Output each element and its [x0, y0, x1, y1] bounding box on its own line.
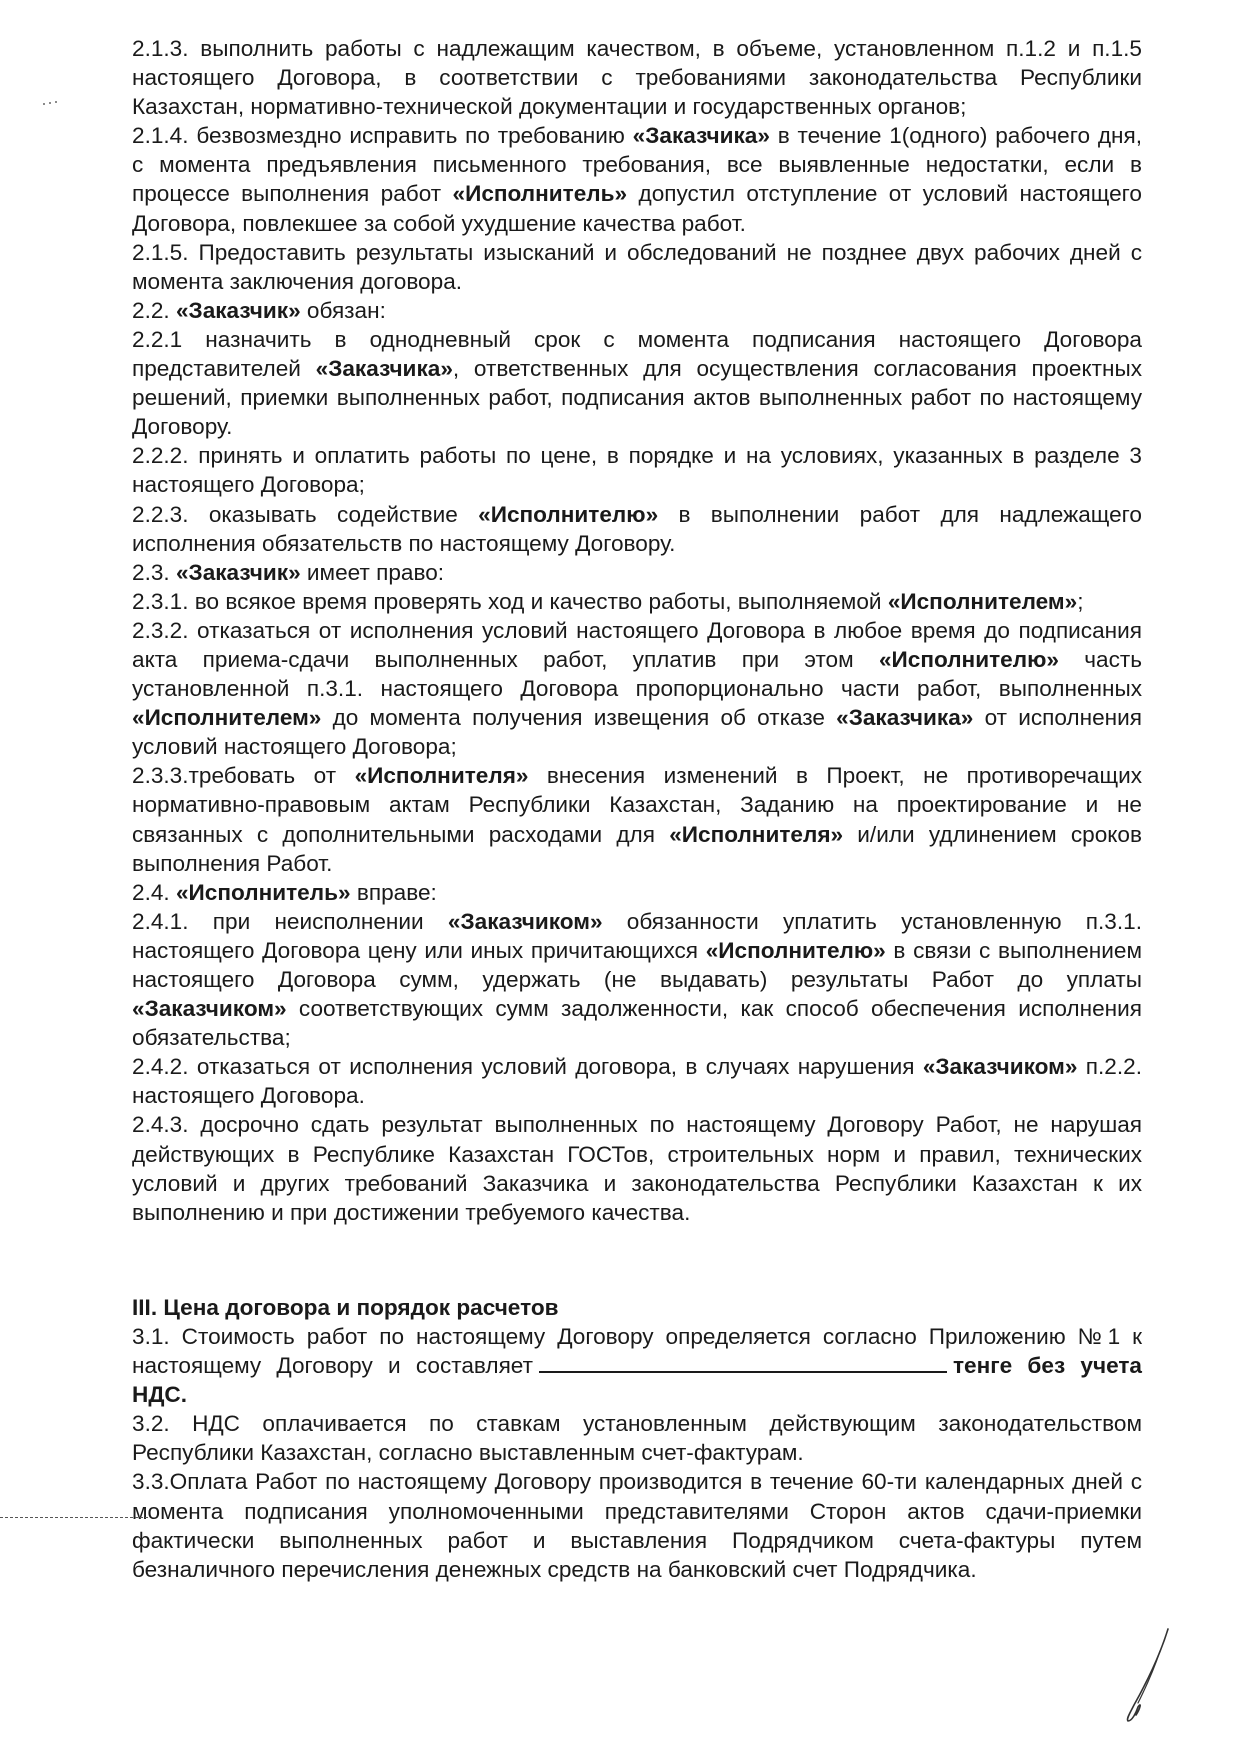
party-name: «Исполнителя»	[669, 821, 844, 847]
clause-paragraph	[132, 500, 1142, 558]
clause-3-2: 3.2. НДС оплачивается по ставкам установленным действующим законодательством Республики Казахстан, согласно выставленным счет-фактурам.	[132, 1411, 1142, 1466]
clause-paragraph	[132, 587, 1142, 616]
party-name: «Исполнитель»	[452, 181, 628, 207]
clause-paragraph	[132, 441, 1142, 499]
party-name: «Исполнителю»	[478, 501, 659, 527]
party-name: «Исполнителем»	[132, 705, 322, 731]
clause-text: 2.2.3. оказывать содействие	[132, 501, 479, 527]
clause-text: в связи с выполнением настоящего Договора сумм, удержать (не выдавать) результаты Работ до уплаты	[132, 937, 1143, 992]
clause-paragraph	[132, 34, 1142, 121]
clause-text: 2.2.	[132, 297, 176, 323]
clause-text: 2.4.1. при неисполнении	[132, 908, 448, 934]
clause-text: 2.3.1. во всякое время проверять ход и качество работы, выполняемой	[132, 588, 888, 614]
clause-text: в выполнении работ для надлежащего исполнения обязательств по настоящему Договору.	[132, 501, 1142, 556]
clause-paragraph	[132, 558, 1142, 587]
clause-text: 2.4.2. отказаться от исполнения условий договора, в случаях нарушения	[132, 1054, 923, 1080]
party-name: «Заказчиком»	[922, 1054, 1078, 1080]
clause-text: ;	[1077, 588, 1084, 614]
party-name: «Заказчиком»	[447, 908, 603, 934]
clause-text: вправе:	[350, 879, 437, 905]
clause-text: 2.3.	[132, 559, 176, 585]
clause-text: обязанности уплатить установленную п.3.1. настоящего Договора цену или иных причитающихся	[132, 908, 1142, 963]
clause-text: соответствующих сумм задолженности, как способ обеспечения исполнения обязательства;	[132, 996, 1142, 1051]
clause-text: 2.3.2. отказаться от исполнения условий настоящего Договора в любое время до подписания акта приема-сдачи выполненных работ, уплатив при этом	[132, 617, 1142, 672]
party-name: «Исполнителя»	[354, 763, 529, 789]
clause-text: и/или удлинением сроков выполнения Работ.	[132, 821, 1142, 876]
clause-text: 2.3.3.требовать от	[132, 763, 355, 789]
clause-paragraph	[132, 296, 1142, 325]
clause-paragraph	[132, 907, 1142, 1052]
clause-text: внесения изменений в Проект, не противоречащих нормативно-правовым актам Республики Казахстан, Заданию на проектирование и не связанных с дополнительными расходами для	[132, 763, 1142, 847]
clause-text: 2.2.1 назначить в однодневный срок с момента подписания настоящего Договора представителей	[132, 326, 1142, 382]
party-name: «Исполнитель»	[175, 879, 351, 905]
clause-paragraph	[132, 878, 1142, 907]
clause-paragraph	[132, 616, 1142, 761]
clause-paragraph	[132, 325, 1142, 441]
party-name: «Заказчика»	[315, 356, 453, 382]
clause-text: 2.1.3. выполнить работы с надлежащим качеством, в объеме, установленном п.1.2 и п.1.5 настоящего Договора, в соответствии с требованиями законодательства Республики Казахстан, нормативно-технической документации и государственных органов;	[132, 36, 1142, 120]
clause-text: до момента получения извещения об отказе	[321, 705, 837, 731]
clause-text: 2.2.2. принять и оплатить работы по цене, в порядке и на условиях, указанных в разделе 3 настоящего Договора;	[132, 443, 1142, 498]
clause-paragraph	[132, 1052, 1142, 1110]
clause-text: часть установленной п.3.1. настоящего Договора пропорционально части работ, выполненных	[132, 646, 1143, 702]
handwritten-signature	[1120, 1625, 1180, 1725]
clause-text: 2.1.5. Предоставить результаты изысканий и обследований не позднее двух рабочих дней с момента заключения договора.	[132, 239, 1142, 294]
party-name: «Исполнителю»	[705, 937, 886, 963]
clause-text: п.2.2. настоящего Договора.	[132, 1054, 1142, 1109]
party-name: «Заказчика»	[836, 705, 974, 731]
section-3-heading: III. Цена договора и порядок расчетов	[132, 1294, 559, 1320]
clause-text: допустил отступление от условий настоящего Договора, повлекшее за собой ухудшение качества работ.	[132, 181, 1142, 236]
section-2-paragraphs	[132, 34, 1142, 1227]
clause-paragraph	[132, 1110, 1142, 1226]
party-name: «Исполнителем»	[887, 588, 1078, 614]
party-name: «Заказчик»	[175, 297, 301, 323]
clause-text: , ответственных для осуществления согласования проектных решений, приемки выполненных работ, подписания актов выполненных работ по настоящему Договору.	[132, 356, 1142, 440]
party-name: «Заказчика»	[632, 123, 770, 149]
clause-paragraph	[132, 121, 1142, 237]
contract-text	[132, 34, 1142, 1584]
clause-text: 2.4.3. досрочно сдать результат выполненных по настоящему Договору Работ, не нарушая действующих в Республике Казахстан ГОСТов, строительных норм и правил, технических условий и других требований Заказчика и законодательства Республики Казахстан к их выполнению и при достижении требуемого качества.	[132, 1112, 1142, 1225]
clause-text: 2.4.	[132, 879, 176, 905]
price-blank-line	[539, 1351, 947, 1373]
clause-paragraph	[132, 761, 1142, 877]
clause-text: от исполнения условий настоящего Договора;	[132, 705, 1142, 760]
clause-3-1-currency: тенге без учета НДС.	[132, 1353, 1142, 1408]
clause-text: имеет право:	[300, 559, 445, 585]
margin-specks	[40, 100, 70, 120]
clause-3-1	[132, 1322, 1142, 1409]
clause-3-1-text: 3.1. Стоимость работ по настоящему Договору определяется согласно Приложению №1 к настоящему Договору и составляет	[132, 1323, 1142, 1379]
clause-3-3: 3.3.Оплата Работ по настоящему Договору производится в течение 60-ти календарных дней с момента подписания уполномоченными представителями Сторон актов сдачи-приемки фактически выполненных работ и выставления Подрядчиком счета-фактуры путем безналичного перечисления денежных средств на банковский счет Подрядчика.	[132, 1469, 1142, 1582]
party-name: «Заказчиком»	[132, 996, 287, 1022]
party-name: «Исполнителю»	[878, 646, 1059, 672]
clause-text: в течение 1(одного) рабочего дня, с момента предъявления письменного требования, все выявленные недостатки, если в процессе выполнения работ	[132, 123, 1142, 207]
clause-paragraph	[132, 238, 1142, 296]
clause-text: обязан:	[300, 297, 386, 323]
dashed-rule	[0, 1517, 148, 1518]
clause-text: 2.1.4. безвозмездно исправить по требованию	[132, 123, 633, 149]
party-name: «Заказчик»	[175, 559, 301, 585]
